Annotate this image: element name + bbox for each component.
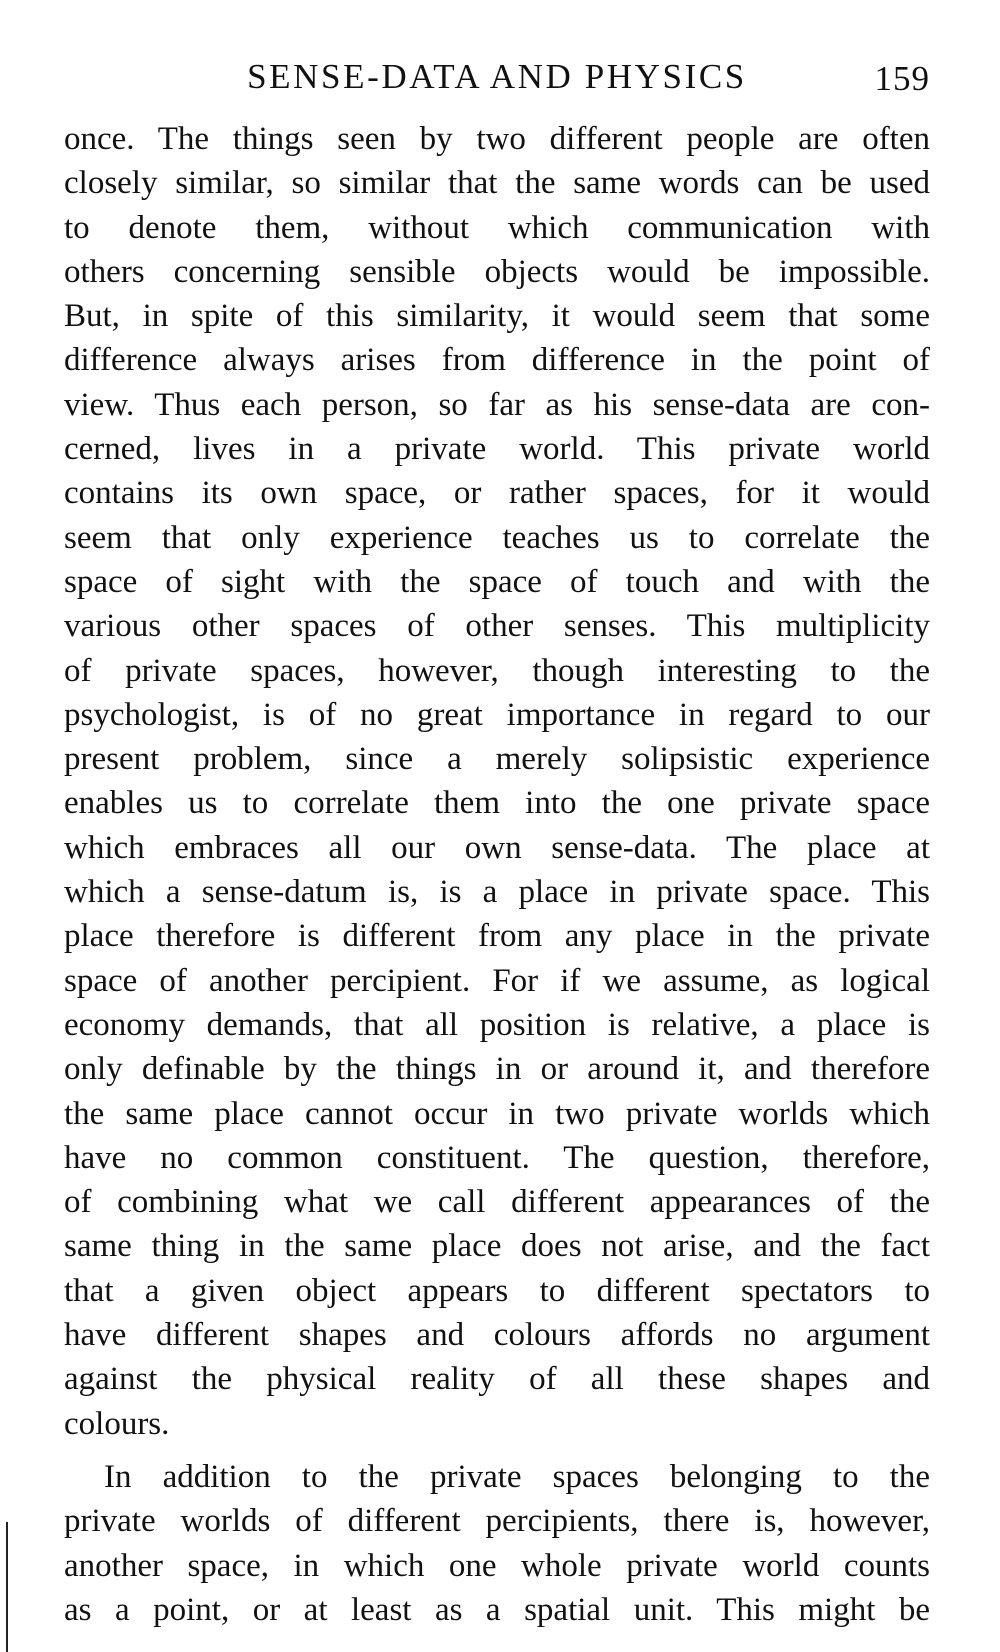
text-line: the same place cannot occur in two private worlds which [64,1095,930,1132]
text-line: against the physical reality of all these shapes and [64,1361,930,1398]
text-line: enables us to correlate them into the one private space [64,785,930,822]
text-line: private worlds of different percipients, there is, however, [64,1503,930,1540]
paragraph [64,117,930,1446]
text-line: view. Thus each person, so far as his sense-data are con- [64,386,930,423]
text-line: have no common constituent. The question, therefore, [64,1139,930,1176]
text-line: closely similar, so similar that the same words can be used [64,165,930,202]
text-line: of private spaces, however, though interesting to the [64,652,930,689]
text-line: various other spaces of other senses. This multiplicity [64,608,930,645]
text-line: colours. [64,1405,170,1442]
text-line: But, in spite of this similarity, it would seem that some [64,298,930,335]
text-line: psychologist, is of no great importance in regard to our [64,696,930,733]
text-line: same thing in the same place does not arise, and the fact [64,1228,930,1265]
text-line: seem that only experience teaches us to correlate the [64,519,930,556]
text-line: In addition to the private spaces belonging to the [104,1458,930,1495]
text-line: that a given object appears to different spectators to [64,1272,930,1309]
text-line: which embraces all our own sense-data. The place at [64,829,930,866]
text-line: space of sight with the space of touch and with the [64,563,930,600]
text-line: once. The things seen by two different people are often [64,121,930,157]
text-line: have different shapes and colours affords no argument [64,1317,930,1354]
page-number: 159 [874,59,930,98]
text-line: another space, in which one whole private world counts [64,1547,930,1584]
text-line: space of another percipient. For if we assume, as logical [64,962,930,999]
running-title: SENSE-DATA AND PHYSICS [247,57,747,96]
text-line: to denote them, without which communication with [64,209,930,246]
text-line: as a point, or at least as a spatial unit. This might be [64,1591,930,1628]
text-line: difference always arises from difference in the point of [64,342,930,379]
text-line: economy demands, that all position is relative, a place is [64,1006,930,1043]
running-head [64,52,930,102]
text-line: of combining what we call different appearances of the [64,1184,930,1221]
text-line: place therefore is different from any place in the private [64,918,930,955]
text-line: others concerning sensible objects would be impossible. [64,253,930,290]
text-line: only definable by the things in or around it, and therefore [64,1051,930,1088]
paragraph-gap [64,1446,930,1455]
margin-rule [6,1522,8,1652]
text-line: cerned, lives in a private world. This private world [64,431,930,468]
text-line: present problem, since a merely solipsistic experience [64,741,930,778]
paragraph [64,1455,930,1632]
body-text [64,117,930,1632]
text-line: which a sense-datum is, is a place in private space. This [64,874,930,911]
text-line: contains its own space, or rather spaces, for it would [64,475,930,512]
